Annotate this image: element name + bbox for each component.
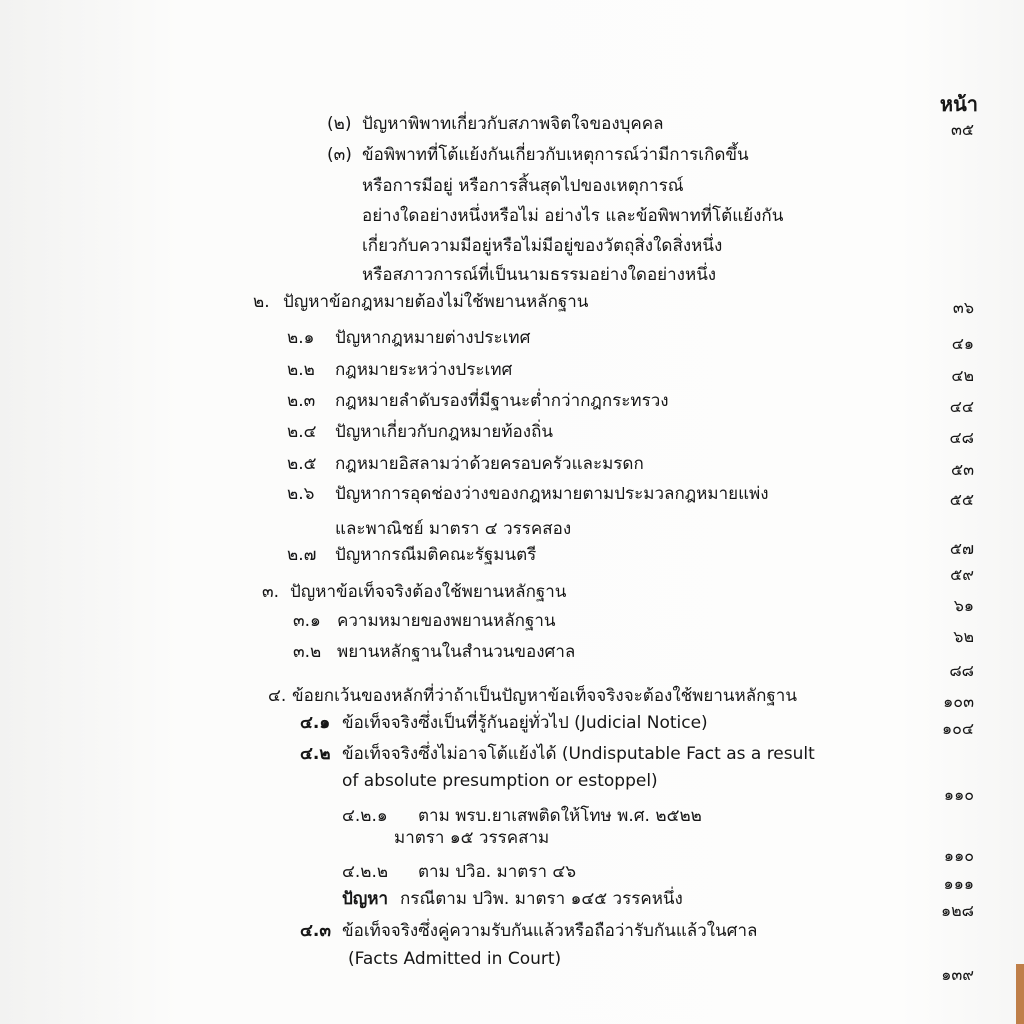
toc-page-number: ๕๕ xyxy=(949,490,974,509)
toc-number: ๒.๔ xyxy=(287,422,317,442)
toc-line xyxy=(0,637,1024,680)
toc-line xyxy=(0,417,1024,447)
toc-number: ๒.๕ xyxy=(287,454,317,474)
toc-page-number: ๕๓ xyxy=(950,460,974,479)
toc-text: ข้อเท็จจริงซึ่งคู่ความรับกันแล้วหรือถือว่ารับกันแล้วในศาล xyxy=(342,921,758,941)
toc-line xyxy=(0,109,1024,139)
toc-number: ๔.๒.๑ xyxy=(342,806,388,826)
toc-text: ข้อเท็จจริงซึ่งไม่อาจโต้แย้งได้ (Undisputable Fact as a result xyxy=(342,744,815,764)
toc-line xyxy=(0,884,1024,920)
toc-number: ๔.๑ xyxy=(300,713,331,733)
toc-text: มาตรา ๑๕ วรรคสาม xyxy=(394,828,550,848)
toc-line xyxy=(0,171,1024,201)
toc-number: (๓) xyxy=(327,145,352,165)
toc-page-number: ๘๘ xyxy=(949,661,974,680)
toc-text: ความหมายของพยานหลักฐาน xyxy=(337,611,556,631)
toc-text: กฎหมายอิสลามว่าด้วยครอบครัวและมรดก xyxy=(335,454,644,474)
toc-page-number: ๑๓๙ xyxy=(941,965,974,984)
toc-line xyxy=(0,355,1024,385)
toc-line xyxy=(0,260,1024,290)
toc-text: กฎหมายระหว่างประเทศ xyxy=(335,360,513,380)
toc-text: (Facts Admitted in Court) xyxy=(348,949,562,969)
toc-page-number: ๑๐๔ xyxy=(941,719,974,738)
toc-page-number: ๑๑๑ xyxy=(943,874,974,893)
toc-line xyxy=(0,577,1024,615)
toc-number: ๒.๖ xyxy=(287,484,315,504)
toc-text: ปัญหาข้อเท็จจริงต้องใช้พยานหลักฐาน xyxy=(290,582,567,602)
toc-number: (๒) xyxy=(327,114,352,134)
toc-line xyxy=(0,857,1024,893)
toc-text: ปัญหากรณีมติคณะรัฐมนตรี xyxy=(335,545,537,565)
toc-line xyxy=(0,287,1024,317)
toc-line xyxy=(0,681,1024,711)
page-edge-shadow xyxy=(1016,964,1024,1024)
toc-text: ข้อเท็จจริงซึ่งเป็นที่รู้กันอยู่ทั่วไป (Judicial Notice) xyxy=(342,713,708,733)
toc-page-number: ๑๑๐ xyxy=(943,785,974,804)
toc-page-number: ๕๗ xyxy=(949,539,974,558)
toc-text: ตาม ปวิอ. มาตรา ๔๖ xyxy=(418,862,577,882)
toc-line xyxy=(0,739,1024,769)
toc-line xyxy=(0,140,1024,170)
toc-number: ๒.๑ xyxy=(287,328,315,348)
toc-line xyxy=(0,916,1024,946)
toc-text: หรือการมีอยู่ หรือการสิ้นสุดไปของเหตุการณ์ xyxy=(362,176,684,196)
toc-page-number: ๑๑๐ xyxy=(943,846,974,865)
toc-line xyxy=(0,606,1024,646)
toc-text: ปัญหาเกี่ยวกับกฎหมายท้องถิ่น xyxy=(335,422,553,442)
toc-page-number: ๔๘ xyxy=(949,428,974,447)
toc-page-number: ๔๑ xyxy=(951,334,974,353)
toc-page-number: ๑๒๘ xyxy=(940,901,974,920)
toc-line xyxy=(0,766,1024,804)
toc-line xyxy=(0,708,1024,738)
toc-number: ๔.๒ xyxy=(300,744,331,764)
toc-page-number: ๔๒ xyxy=(951,366,974,385)
toc-number: ๒.๗ xyxy=(287,545,317,565)
toc-text: ข้อยกเว้นของหลักที่ว่าถ้าเป็นปัญหาข้อเท็จจริงจะต้องใช้พยานหลักฐาน xyxy=(292,686,797,706)
toc-line xyxy=(0,479,1024,509)
toc-number: ๔. xyxy=(268,686,287,706)
toc-line xyxy=(0,231,1024,261)
toc-text: กรณีตาม ปวิพ. มาตรา ๑๔๕ วรรคหนึ่ง xyxy=(400,889,683,909)
toc-text: เกี่ยวกับความมีอยู่หรือไม่มีอยู่ของวัตถุสิ่งใดสิ่งหนึ่ง xyxy=(362,236,723,256)
toc-number: ๒. xyxy=(253,292,270,312)
toc-page-number: ๑๐๓ xyxy=(943,692,974,711)
toc-page-number: ๔๔ xyxy=(949,397,974,416)
toc-line xyxy=(0,201,1024,231)
toc-number: ปัญหา xyxy=(342,889,389,909)
toc-line xyxy=(0,944,1024,984)
toc-page-number: ๖๒ xyxy=(953,627,974,646)
toc-text: ปัญหากฎหมายต่างประเทศ xyxy=(335,328,531,348)
toc-text: ปัญหาการอุดช่องว่างของกฎหมายตามประมวลกฎหมายแพ่ง xyxy=(335,484,769,504)
toc-text: พยานหลักฐานในสำนวนของศาล xyxy=(337,642,576,662)
page-column-header: หน้า xyxy=(939,92,978,116)
toc-text: ข้อพิพาทที่โต้แย้งกันเกี่ยวกับเหตุการณ์ว่ามีการเกิดขึ้น xyxy=(362,145,749,165)
toc-page-number: ๕๙ xyxy=(950,565,974,584)
toc-text: of absolute presumption or estoppel) xyxy=(342,771,658,791)
toc-line xyxy=(0,323,1024,353)
toc-line xyxy=(0,540,1024,584)
toc-text: หรือสภาวการณ์ที่เป็นนามธรรมอย่างใดอย่างหนึ่ง xyxy=(362,265,717,285)
toc-line xyxy=(0,823,1024,865)
toc-number: ๓.๒ xyxy=(293,642,322,662)
toc-number: ๒.๒ xyxy=(287,360,315,380)
toc-text: ปัญหาพิพาทเกี่ยวกับสภาพจิตใจของบุคคล xyxy=(362,114,664,134)
toc-text: อย่างใดอย่างหนึ่งหรือไม่ อย่างไร และข้อพิพาทที่โต้แย้งกัน xyxy=(362,206,784,226)
toc-line xyxy=(0,386,1024,416)
toc-page-number: ๓๖ xyxy=(952,298,974,317)
toc-text: และพาณิชย์ มาตรา ๔ วรรคสอง xyxy=(335,519,572,539)
toc-number: ๔.๒.๒ xyxy=(342,862,389,882)
toc-text: กฎหมายลำดับรองที่มีฐานะต่ำกว่ากฎกระทรวง xyxy=(335,391,669,411)
toc-page-number: ๓๕ xyxy=(950,120,974,139)
toc-number: ๓.๑ xyxy=(293,611,321,631)
toc-page-number: ๖๑ xyxy=(953,596,974,615)
toc-text: ปัญหาข้อกฎหมายต้องไม่ใช้พยานหลักฐาน xyxy=(283,292,589,312)
toc-text: ตาม พรบ.ยาเสพติดให้โทษ พ.ศ. ๒๕๒๒ xyxy=(418,806,702,826)
toc-number: ๔.๓ xyxy=(300,921,331,941)
toc-line xyxy=(0,449,1024,479)
toc-number: ๒.๓ xyxy=(287,391,316,411)
toc-number: ๓. xyxy=(262,582,280,602)
